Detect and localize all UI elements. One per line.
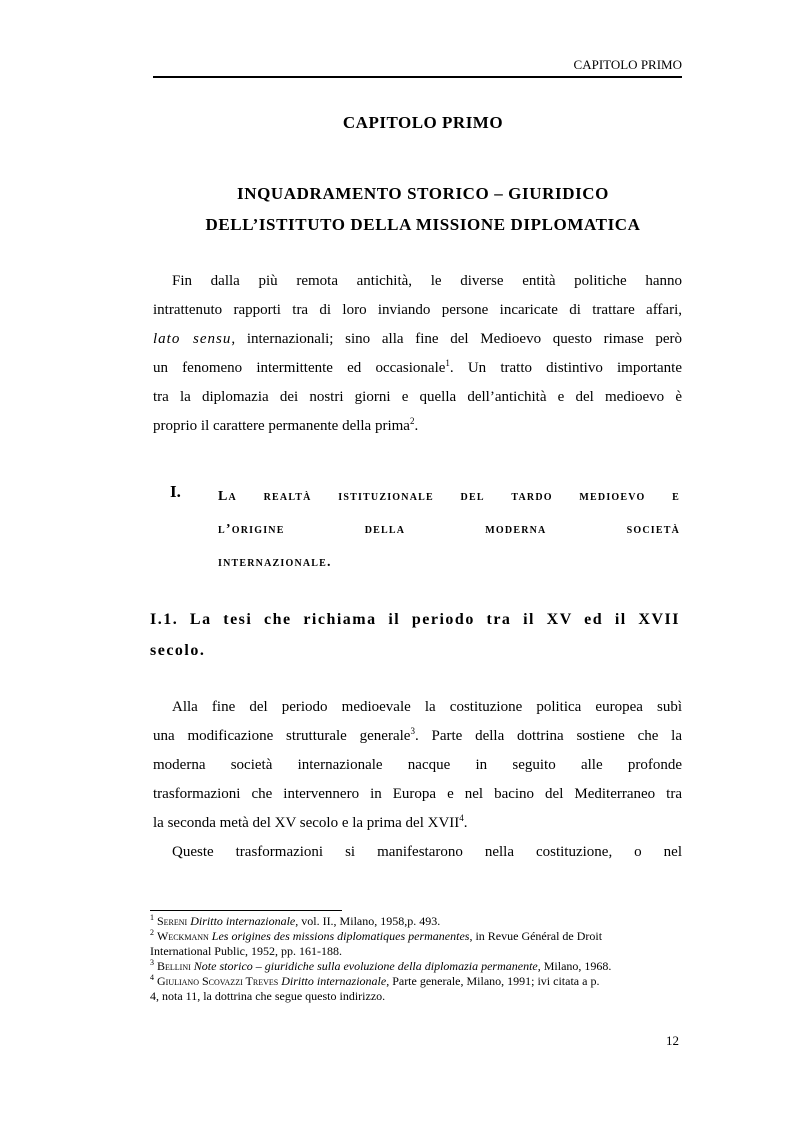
intro-line-2: intrattenuto rapporti tra di loro inviando persone incaricate di trattare affari, bbox=[153, 302, 682, 318]
body-line-6: Queste trasformazioni si manifestarono nella costituzione, o nel bbox=[172, 844, 682, 860]
intro-line-5: tra la diplomazia dei nostri giorni e quella dell’antichità e del medioevo è bbox=[153, 389, 682, 405]
body-paragraph bbox=[153, 693, 682, 867]
intro-paragraph bbox=[153, 267, 682, 441]
footnotes bbox=[150, 914, 680, 1004]
footnote-ref-1[interactable]: 1 bbox=[445, 358, 450, 368]
running-header: CAPITOLO PRIMO bbox=[573, 57, 682, 72]
body-line-5: la seconda metà del XV secolo e la prima del XVII$^4$. bbox=[153, 813, 468, 831]
footnote-4: $^4$ Giuliano Scovazzi Treves Diritto internazionale, Parte generale, Milano, 1991; ivi citata a p. bbox=[150, 973, 600, 988]
footnote-rule bbox=[150, 910, 342, 911]
subsection-title bbox=[150, 604, 680, 666]
chapter-title bbox=[0, 178, 795, 240]
footnote-1: $^1$ Sereni Diritto internazionale, vol. II., Milano, 1958,p. 493. bbox=[150, 913, 441, 928]
section-title-line-3: internazionale. bbox=[218, 555, 332, 570]
footnote-3: $^3$ Bellini Note storico – giuridiche sulla evoluzione della diplomazia permanente, Milano, 1968. bbox=[150, 958, 612, 973]
intro-line-3: lato sensu, internazionali; sino alla fine del Medioevo questo rimase però bbox=[153, 331, 682, 347]
body-line-3: moderna società internazionale nacque in seguito alle profonde bbox=[153, 757, 682, 773]
intro-italic-term: lato sensu bbox=[153, 331, 232, 347]
body-line-2: una modificazione strutturale generale$^3$. Parte della dottrina sostiene che la bbox=[153, 726, 683, 744]
footnote-2: $^2$ Weckmann Les origines des missions diplomatiques permanentes, in Revue Général de Droit bbox=[150, 928, 603, 943]
section-title-line-2: l’origine della moderna società bbox=[218, 522, 680, 537]
section-number: I. bbox=[170, 482, 181, 501]
subsection-title-line-1: I.1. La tesi che richiama il periodo tra il XV ed il XVII bbox=[150, 611, 680, 628]
page-number: 12 bbox=[666, 1033, 679, 1048]
header-rule bbox=[153, 76, 682, 78]
intro-line-1: Fin dalla più remota antichità, le diverse entità politiche hanno bbox=[172, 273, 682, 289]
footnote-ref-3[interactable]: 3 bbox=[410, 726, 415, 736]
intro-line-6: proprio il carattere permanente della prima$^2$. bbox=[153, 416, 419, 434]
chapter-title-line-2: DELL’ISTITUTO DELLA MISSIONE DIPLOMATICA bbox=[205, 215, 641, 234]
section-title bbox=[218, 480, 680, 579]
intro-line-4: un fenomeno intermittente ed occasionale$^1$. Un tratto distintivo importante bbox=[153, 358, 682, 376]
chapter-label: CAPITOLO PRIMO bbox=[342, 113, 504, 132]
footnote-ref-4[interactable]: 4 bbox=[459, 813, 464, 823]
footnote-4-cont: 4, nota 11, la dottrina che segue questo indirizzo. bbox=[150, 989, 386, 1003]
body-line-1: Alla fine del periodo medioevale la costituzione politica europea subì bbox=[172, 699, 682, 715]
body-line-4: trasformazioni che intervennero in Europa e nel bacino del Mediterraneo tra bbox=[153, 786, 682, 802]
footnote-ref-2[interactable]: 2 bbox=[409, 416, 415, 426]
subsection-title-line-2: secolo. bbox=[150, 642, 206, 659]
section-title-line-1: La realtà istituzionale del tardo medioevo e bbox=[218, 489, 680, 504]
chapter-title-line-1: INQUADRAMENTO STORICO – GIURIDICO bbox=[237, 184, 609, 203]
footnote-2-cont: International Public, 1952, pp. 161-188. bbox=[150, 944, 342, 958]
